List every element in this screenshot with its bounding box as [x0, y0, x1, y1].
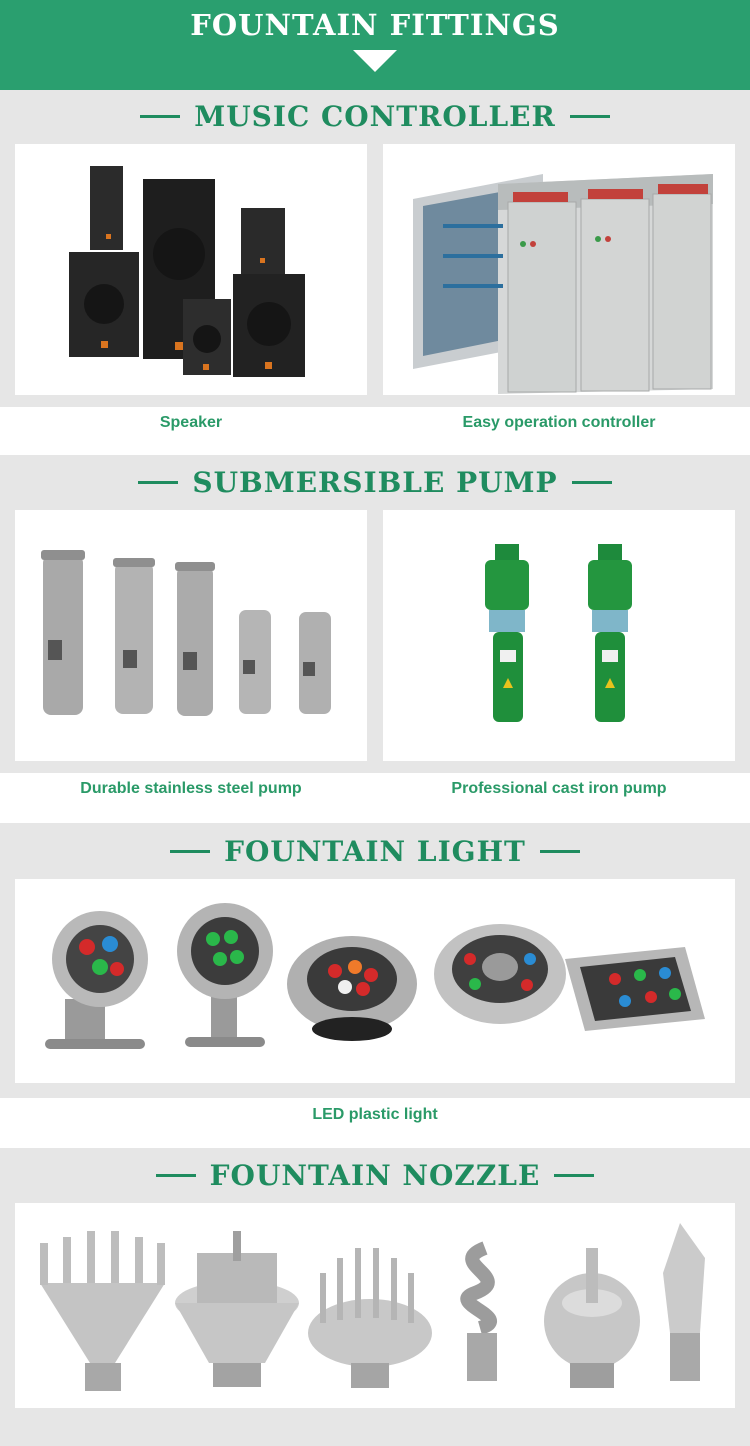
heading-dash-left — [170, 850, 210, 853]
heading-dash-left — [156, 1174, 196, 1177]
caption-speaker: Speaker — [159, 414, 223, 431]
led-light-image — [15, 879, 735, 1083]
caption-strip-music — [0, 407, 750, 455]
section-title: SUBMERSIBLE PUMP — [192, 465, 558, 499]
nozzle-image — [15, 1203, 735, 1408]
heading-dash-right — [540, 850, 580, 853]
caption-strip-pump — [0, 773, 750, 823]
caption-cast-iron-pump: Professional cast iron pump — [451, 780, 667, 797]
heading-dash-right — [554, 1174, 594, 1177]
speaker-image — [15, 144, 367, 395]
cast-iron-pump-image — [383, 510, 735, 761]
heading-dash-left — [138, 481, 178, 484]
heading-dash-right — [572, 481, 612, 484]
caption-controller: Easy operation controller — [462, 414, 656, 431]
heading-dash-right — [570, 115, 610, 118]
down-arrow-icon — [353, 50, 397, 72]
page-title: FOUNTAIN FITTINGS — [190, 8, 560, 42]
section-title: FOUNTAIN LIGHT — [224, 834, 526, 868]
section-heading-fountain-light — [0, 826, 750, 876]
heading-dash-left — [140, 115, 180, 118]
caption-led-light: LED plastic light — [312, 1106, 438, 1123]
section-title: FOUNTAIN NOZZLE — [209, 1158, 541, 1192]
caption-stainless-pump: Durable stainless steel pump — [80, 780, 302, 797]
section-heading-submersible-pump — [0, 457, 750, 507]
section-heading-fountain-nozzle — [0, 1150, 750, 1200]
header-banner — [0, 0, 750, 90]
controller-cabinet-image — [383, 144, 735, 395]
section-title: MUSIC CONTROLLER — [194, 99, 556, 133]
caption-strip-light — [0, 1098, 750, 1148]
section-heading-music-controller — [0, 91, 750, 141]
stainless-pump-image — [15, 510, 367, 761]
